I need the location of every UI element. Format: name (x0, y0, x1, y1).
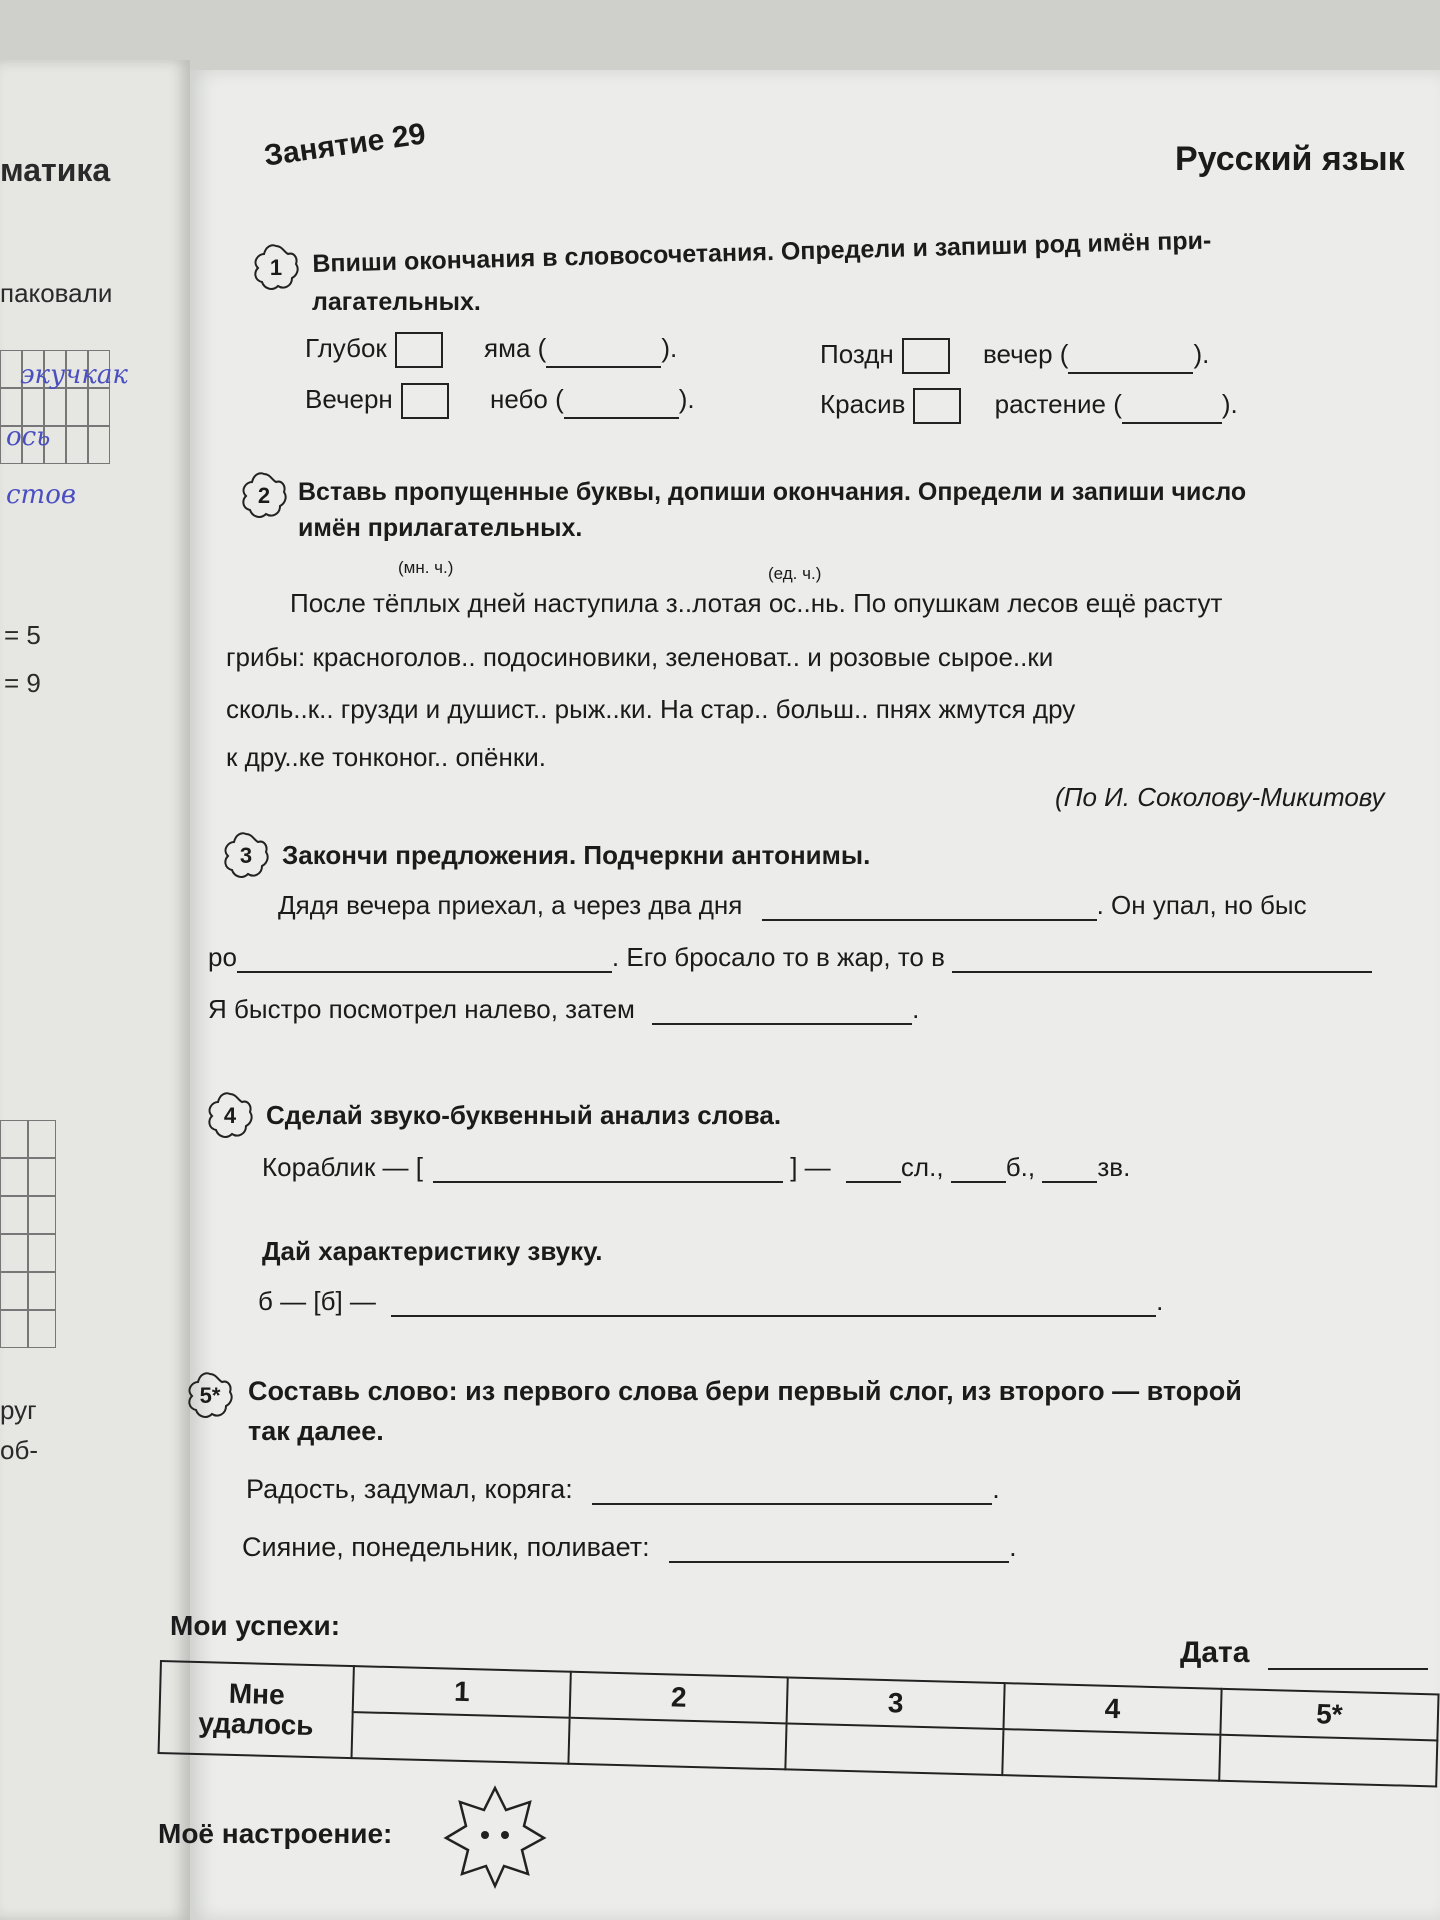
success-title: Мои успехи: (170, 1610, 341, 1641)
date-label: Дата (1180, 1636, 1428, 1670)
task1-item-3: Поздн вечер ( ). (820, 338, 1209, 374)
left-grid-bottom (0, 1120, 56, 1348)
answer-line[interactable] (592, 1477, 992, 1505)
note-plural: (мн. ч.) (398, 558, 454, 577)
task1-item-2: Вечерн небо ( ). (305, 383, 695, 419)
answer-line[interactable] (391, 1289, 1156, 1317)
ending-box[interactable] (401, 383, 449, 419)
task-number: 4 (223, 1103, 237, 1128)
task2-title-line2: имён прилагательных. (298, 514, 583, 542)
answer-line[interactable] (669, 1535, 1009, 1563)
answer-line[interactable] (652, 997, 912, 1025)
task3-line2: ро . Его бросало то в жар, то в (208, 942, 1372, 973)
date-line[interactable] (1268, 1642, 1428, 1670)
task3-line1: Дядя вечера приехал, а через два дня . Он упал, но быс (278, 890, 1307, 920)
answer-line[interactable] (762, 893, 1097, 921)
task-number-badge (204, 1090, 256, 1142)
left-equation-2: = 9 (4, 668, 41, 698)
task4-subtitle: Дай характеристику звуку. (262, 1236, 603, 1266)
success-cell[interactable] (569, 1718, 787, 1770)
success-cell[interactable] (1002, 1729, 1220, 1781)
column-header: 1 (353, 1666, 571, 1718)
task-number-badge (250, 242, 302, 294)
column-header: 3 (787, 1677, 1005, 1729)
success-cell[interactable] (785, 1723, 1003, 1775)
task4-word-line: Кораблик — [ ] — сл., б., зв. (262, 1152, 1131, 1182)
task3-title: Закончи предложения. Подчеркни антонимы. (282, 840, 871, 870)
task2-source: (По И. Соколову-Микитову (1055, 782, 1385, 812)
task-number-badge (220, 830, 272, 882)
task1-title-line2: лагательных. (312, 288, 481, 316)
left-page-word: паковали (0, 278, 113, 308)
left-page (0, 60, 190, 1920)
ending-box[interactable] (902, 338, 950, 374)
task5-title-line1: Составь слово: из первого слова бери первый слог, из второго — второй (248, 1376, 1242, 1406)
answer-line[interactable] (952, 945, 1372, 973)
column-header: 2 (570, 1672, 788, 1724)
task-number: 5* (199, 1383, 221, 1408)
task3-line3: Я быстро посмотрел налево, затем . (208, 994, 920, 1024)
answer-line[interactable] (951, 1155, 1006, 1183)
task5-line2: Сияние, понедельник, поливает: . (242, 1532, 1017, 1562)
task-number: 2 (257, 483, 271, 508)
right-page (170, 70, 1440, 1920)
task1-title-line1: Впиши окончания в словосочетания. Определи и запиши род имён при- (312, 226, 1212, 278)
task-number-badge (238, 470, 290, 522)
task2-text-line4: к дру..ке тонконог.. опёнки. (226, 742, 546, 772)
smiley-star-icon[interactable] (440, 1780, 550, 1890)
answer-line[interactable] (564, 391, 679, 419)
mood-label: Моё настроение: (158, 1818, 393, 1849)
answer-line[interactable] (1042, 1155, 1097, 1183)
handwriting-2: ось (6, 422, 51, 452)
ending-box[interactable] (913, 388, 961, 424)
subject-title: Русский язык (1175, 140, 1405, 178)
left-equation-1: = 5 (4, 620, 41, 650)
lesson-title: Занятие 29 (262, 117, 428, 173)
success-cell[interactable] (352, 1712, 570, 1764)
task1-item-1: Глубок яма ( ). (305, 332, 677, 368)
column-header: 4 (1003, 1683, 1221, 1735)
task2-text-line2: грибы: красноголов.. подосиновики, зеленоват.. и розовые сырое..ки (226, 642, 1054, 672)
answer-line[interactable] (237, 945, 612, 973)
answer-line[interactable] (1122, 396, 1222, 424)
task2-text-line3: сколь..к.. грузди и душист.. рыж..ки. На стар.. больш.. пнях жмутся дру (226, 694, 1076, 724)
answer-line[interactable] (846, 1155, 901, 1183)
handwriting-3: стов (6, 480, 77, 510)
handwriting-1: экучкак (20, 360, 128, 390)
column-header: 5* (1220, 1689, 1438, 1741)
task-number-badge (184, 1370, 236, 1422)
task5-title-line2: так далее. (248, 1416, 384, 1446)
task-number: 3 (239, 843, 253, 868)
note-singular: (ед. ч.) (768, 564, 822, 583)
left-fragment-1: руг (0, 1395, 37, 1425)
task4-title: Сделай звуко-буквенный анализ слова. (266, 1100, 782, 1130)
success-cell[interactable] (1219, 1735, 1437, 1787)
task-number: 1 (269, 255, 283, 280)
task2-title-line1: Вставь пропущенные буквы, допиши окончания. Определи и запиши число (298, 478, 1247, 506)
left-fragment-2: об- (0, 1435, 39, 1465)
left-page-header: матика (0, 152, 111, 188)
answer-line[interactable] (433, 1155, 783, 1183)
task1-item-4: Красив растение ( ). (820, 388, 1238, 424)
row-label: Мне удалось (159, 1661, 355, 1758)
task4-sound-line: б — [б] — . (258, 1286, 1164, 1316)
answer-line[interactable] (1068, 346, 1193, 374)
task2-text-line1: После тёплых дней наступила з..лотая ос..нь. По опушкам лесов ещё растут (290, 588, 1223, 618)
ending-box[interactable] (395, 332, 443, 368)
task5-line1: Радость, задумал, коряга: . (246, 1474, 1000, 1504)
answer-line[interactable] (546, 340, 661, 368)
